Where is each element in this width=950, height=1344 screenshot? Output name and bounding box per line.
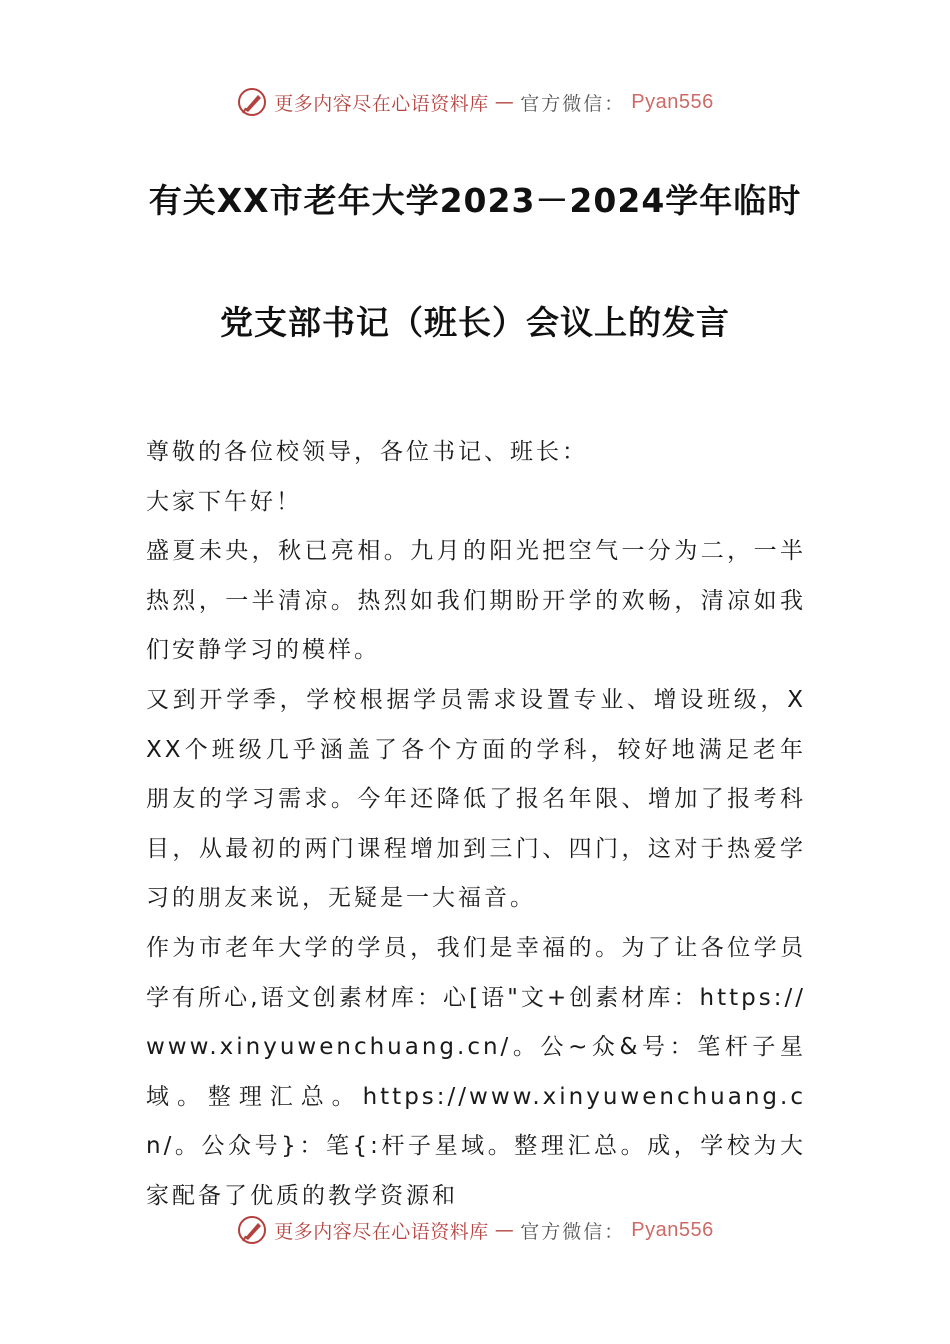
watermark-separator: — [494, 91, 515, 113]
watermark-brand-text: 更多内容尽在心语资料库 [274, 1220, 489, 1243]
document-title-line-2: 党支部书记（班长）会议上的发言 [220, 303, 730, 342]
watermark-wechat-id: Pyan556 [631, 90, 714, 113]
paragraph-salutation: 尊敬的各位校领导，各位书记、班长： [146, 439, 588, 465]
watermark-brand-text: 更多内容尽在心语资料库 [274, 92, 489, 115]
document-body [146, 428, 806, 1222]
document-title-line-1: 有关XX市老年大学2023－2024学年临时 [148, 181, 802, 220]
paragraph: 盛夏未央，秋已亮相。九月的阳光把空气一分为二，一半热烈，一半清凉。热烈如我们期盼开学的欢畅，清凉如我们安静学习的模样。 [146, 538, 806, 664]
watermark-label: 官方微信： [520, 1220, 626, 1243]
quill-pen-logo-icon [236, 1214, 268, 1246]
paragraph: 又到开学季，学校根据学员需求设置专业、增设班级，XXX个班级几乎涵盖了各个方面的学科，较好地满足老年朋友的学习需求。今年还降低了报名年限、增加了报考科目，从最初的两门课程增加到三门、四门，这对于热爱学习的朋友来说，无疑是一大福音。 [146, 686, 806, 912]
quill-pen-logo-icon [236, 86, 268, 118]
watermark-wechat-id: Pyan556 [631, 1218, 714, 1241]
paragraph: 作为市老年大学的学员，我们是幸福的。为了让各位学员学有所心,语文创素材库：心[语"文+创素材库：https://www.xinyuwenchuang.cn/。公~众&号：笔杆子星域。整理汇总。https://www.xinyuwenchuang.cn/。公众号}：笔{:杆子星域。整理汇总。成，学校为大家配备了优质的教学资源和 [146, 934, 806, 1209]
paragraph-greeting: 大家下午好！ [146, 488, 302, 515]
watermark-separator: — [494, 1219, 515, 1241]
footer-watermark [0, 1210, 950, 1250]
watermark-label: 官方微信： [520, 92, 626, 115]
header-watermark [0, 82, 950, 122]
